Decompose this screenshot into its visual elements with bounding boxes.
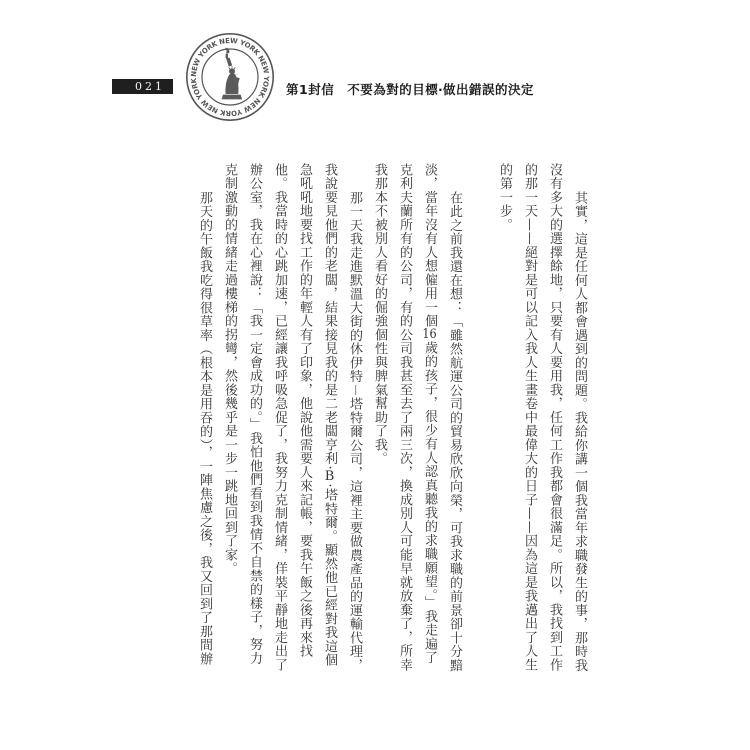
upright-run: B xyxy=(324,470,335,484)
paragraph: 那天的午飯我吃得很草率（根本是用吞的），一陣焦慮之後，我又回到了那間辦 xyxy=(197,190,212,666)
paragraph: 其實，這是任何人都會遇到的問題。我給你講一個我當年求職發生的事，那時我沒有多大的選擇餘地，只要有人要用我，任何工作我都會很滿足。所以，我找到工作的那一天——絕對是可以記入我人生畫卷中最偉大的日子——因為這是我邁出了人生的第一步。 xyxy=(497,163,587,672)
chapter-title: 不要為對的目標‧做出錯誤的決定 xyxy=(347,82,535,97)
page-number: 021 xyxy=(135,80,165,93)
ny-stamp-logo xyxy=(185,32,275,122)
chapter-label: 第1封信 xyxy=(286,82,335,97)
body-text xyxy=(192,163,592,673)
chapter-header xyxy=(286,80,534,98)
paragraph: 那一天我走進默溫大街的休伊特－塔特爾公司，這裡主要做農產品的運輸代理，我說要見他們的老闆，結果接見我的是二老闆亨利·B·塔特爾。顯然他已經對我這個急吼吼地要找工作的年輕人有了印象，他說他需要人來記帳，要我午飯之後再來找他。我當時的心跳加速，已經讓我呼吸急促了，我努力克制情緒，佯裝平靜地走出了辦公室，我在心裡說：「我一定會成功的。」我怕他們看到我情不自禁的樣子，努力克制激動的情緒走過樓梯的拐彎，然後幾乎是一步一跳地回到了家。 xyxy=(222,163,362,672)
page-number-badge xyxy=(112,79,173,94)
paragraph: 在此之前我還在想：「雖然航運公司的貿易欣欣向榮，可我求職的前景卻十分黯淡，當年沒有人想僱用一個16歲的孩子，很少有人認真聽我的求職願望。」我走遍了克利夫蘭所有的公司，有的公司我甚至去了兩三次，換成別人可能早就放棄了，所幸我那本不被別人看好的倔強個性與脾氣幫助了我。 xyxy=(372,163,462,672)
upright-run: 16 xyxy=(422,328,437,341)
stamp-rim-text: NEW YORK NEW YORK NEW YORK NEW YORK NEW YORK xyxy=(189,36,271,118)
statue-of-liberty-icon xyxy=(222,48,243,100)
